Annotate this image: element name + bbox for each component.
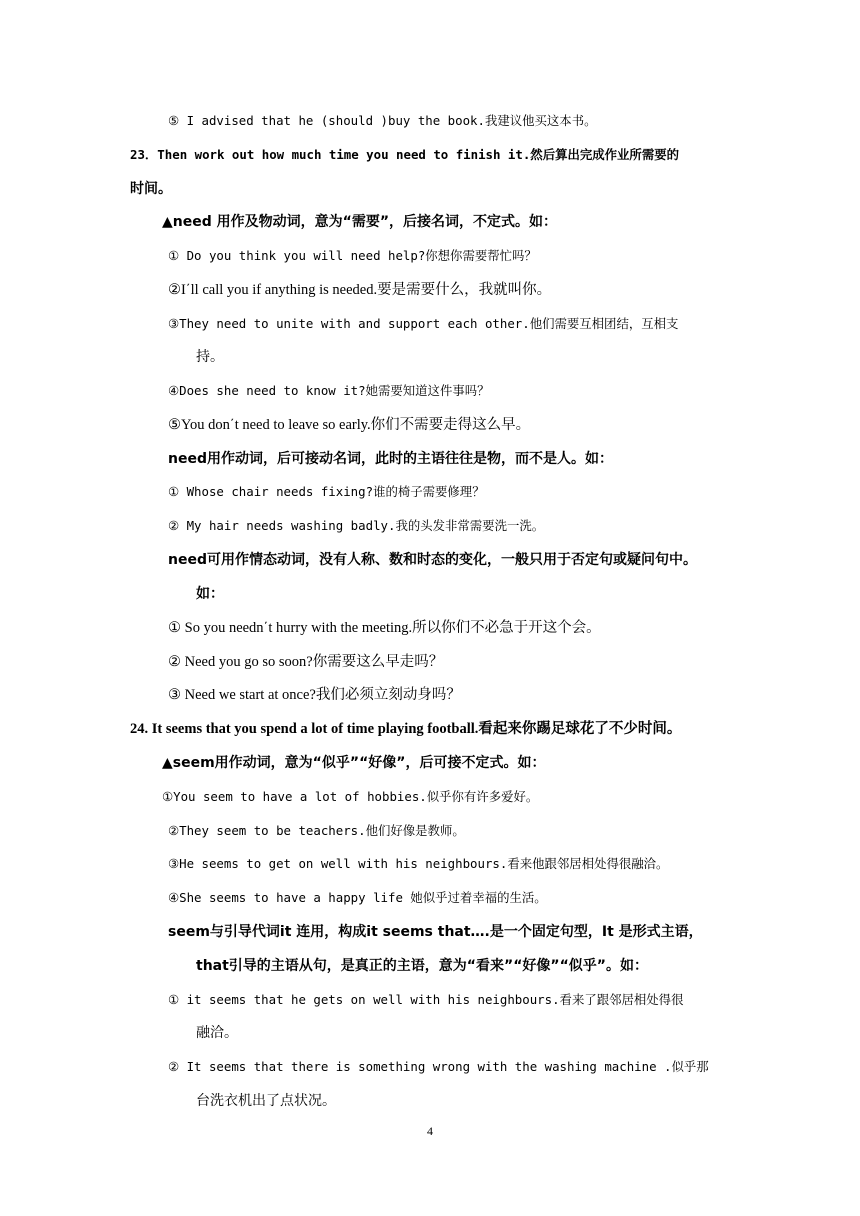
- example-line: ① Whose chair needs fixing?谁的椅子需要修理？: [168, 484, 485, 499]
- example-line-cont: 台洗衣机出了点状况。: [196, 1093, 336, 1109]
- item-heading-24: 24. It seems that you spend a lot of time playing football.看起来你踢足球花了不少时间。: [130, 721, 682, 737]
- example-line: ③They need to unite with and support each other.他们需要互相团结，互相支: [168, 316, 679, 331]
- example-line: ②I΄ll call you if anything is needed.要是需要什么，我就叫你。: [168, 282, 552, 298]
- grammar-note: ▲need 用作及物动词，意为“需要”，后接名词，不定式。如：: [162, 214, 558, 230]
- example-line: ①You seem to have a lot of hobbies.似乎你有许多爱好。: [162, 789, 539, 804]
- grammar-note: need可用作情态动词，没有人称、数和时态的变化，一般只用于否定句或疑问句中。: [168, 552, 697, 568]
- example-line-cont: 持。: [196, 349, 224, 365]
- example-line: ③ Need we start at once?我们必须立刻动身吗？: [168, 687, 461, 703]
- example-line: ③He seems to get on well with his neighbours.看来他跟邻居相处得很融洽。: [168, 856, 669, 871]
- example-line: ① Do you think you will need help?你想你需要帮忙吗？: [168, 248, 537, 263]
- example-line: ② My hair needs washing badly.我的头发非常需要洗一洗。: [168, 518, 545, 533]
- example-line: ⑤ I advised that he (should )buy the book.我建议他买这本书。: [168, 113, 597, 128]
- example-line-cont: 融洽。: [196, 1025, 238, 1041]
- example-line: ⑤You don΄t need to leave so early.你们不需要走得这么早。: [168, 417, 531, 433]
- grammar-note-cont: that引导的主语从句，是真正的主语，意为“看来”“好像”“似乎”。如：: [196, 958, 649, 974]
- grammar-note-cont: 如：: [196, 586, 224, 602]
- example-line: ④She seems to have a happy life 她似乎过着幸福的生活。: [168, 890, 547, 905]
- item-heading-23: 23．Then work out how much time you need to finish it.然后算出完成作业所需要的: [130, 147, 679, 162]
- example-line: ① it seems that he gets on well with his neighbours.看来了跟邻居相处得很: [168, 992, 684, 1007]
- example-line: ②They seem to be teachers.他们好像是教师。: [168, 823, 465, 838]
- example-line: ② Need you go so soon?你需要这么早走吗？: [168, 654, 444, 670]
- page-number: 4: [427, 1124, 433, 1138]
- example-line: ④Does she need to know it?她需要知道这件事吗？: [168, 383, 490, 398]
- example-line: ② It seems that there is something wrong with the washing machine .似乎那: [168, 1059, 709, 1074]
- grammar-note: seem与引导代词it 连用，构成it seems that….是一个固定句型，It 是形式主语，: [168, 924, 703, 940]
- grammar-note: need用作动词，后可接动名词，此时的主语往往是物，而不是人。如：: [168, 451, 613, 467]
- grammar-note: ▲seem用作动词，意为“似乎”“好像”，后可接不定式。如：: [162, 755, 546, 771]
- item-heading-23-cont: 时间。: [130, 181, 172, 197]
- example-line: ① So you needn΄t hurry with the meeting.所以你们不必急于开这个会。: [168, 620, 601, 636]
